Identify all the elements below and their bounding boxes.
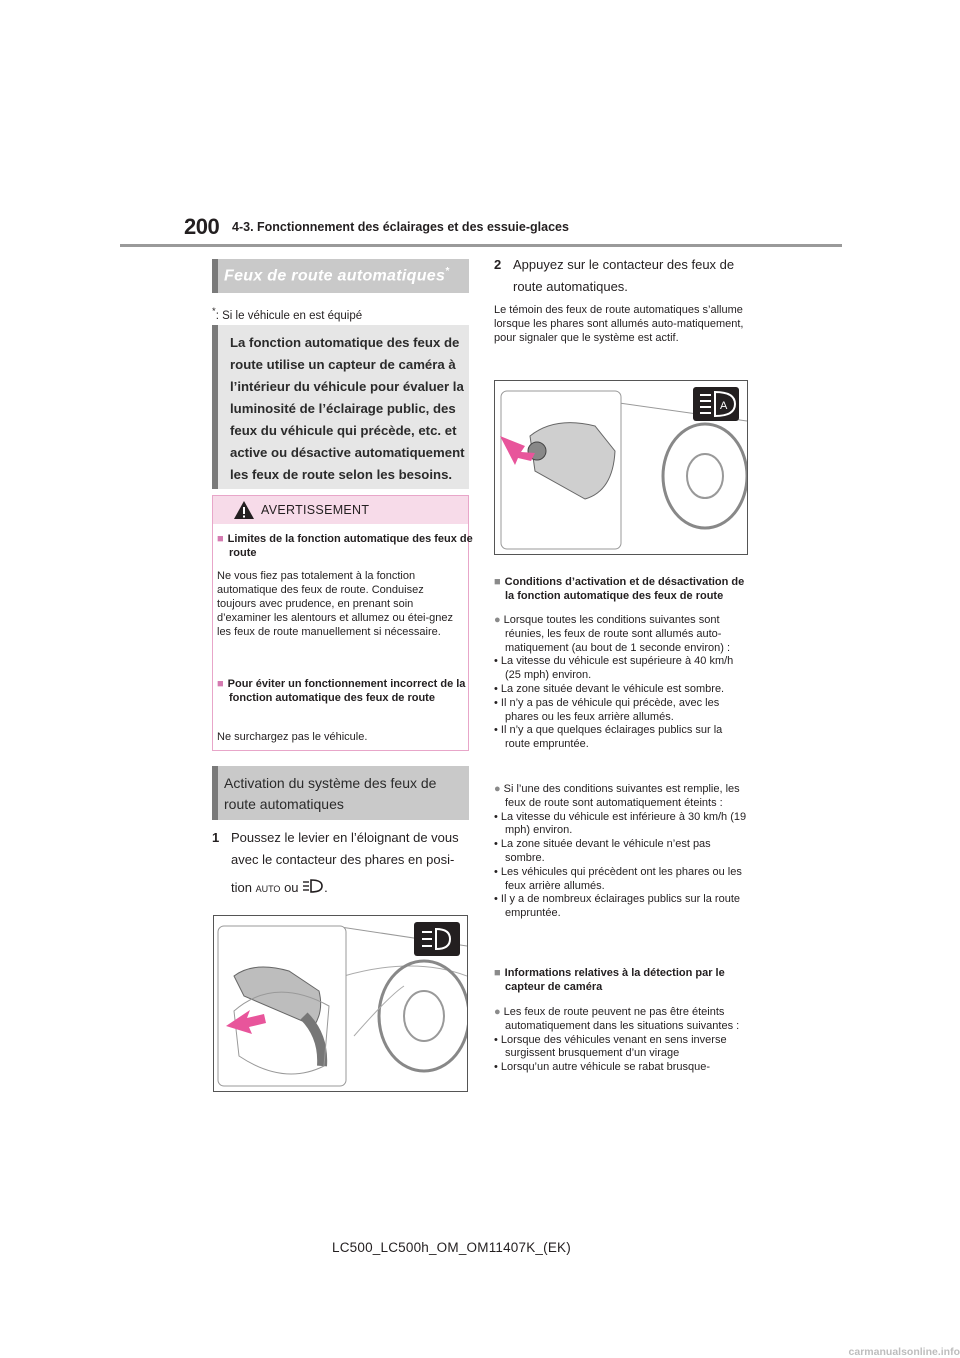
watermark: carmanualsonline.info (848, 1346, 960, 1358)
step-number: 1 (212, 830, 220, 845)
lever-illustration (213, 915, 468, 1092)
step-1-end: . (324, 880, 328, 895)
section-heading-text: Feux de route automatiques (224, 267, 446, 285)
square-bullet-icon: ■ (217, 678, 224, 690)
conditions-heading (494, 576, 750, 604)
list-item: • La vitesse du véhicule est supérieure à 40 km/h (25 mph) environ. (494, 655, 734, 682)
list-item-text: Il n’y a pas de véhicule qui précède, avec les phares ou les feux arrière allumés. (500, 696, 720, 723)
list-item: • La zone située devant le véhicule est sombre. (494, 682, 725, 695)
section-heading-text: Activation du système des feux de route automatiques (224, 775, 437, 812)
step-number: 2 (494, 257, 502, 272)
list-item-text: La vitesse du véhicule est inférieure à 30 km/h (19 mph) environ. (500, 810, 747, 837)
headlight-icon (302, 878, 324, 894)
list-item-text: Les véhicules qui précèdent ont les phares ou les feux arrière allumés. (500, 865, 742, 892)
list-item: • La vitesse du véhicule est inférieure à 30 km/h (19 mph) environ. (494, 810, 747, 837)
heading-accent-bar (212, 259, 218, 293)
list-item-text: La zone située devant le véhicule est sombre. (500, 682, 725, 695)
footer-doc-code: LC500_LC500h_OM_OM11407K_(EK) (332, 1240, 571, 1255)
square-bullet-icon: ■ (217, 533, 224, 545)
conditions-off-block (494, 783, 750, 921)
asterisk-mark: * (445, 266, 450, 277)
list-item: • La zone située devant le véhicule n’est pas sombre. (494, 838, 711, 864)
warning-box (212, 495, 473, 751)
warning-triangle-icon (233, 500, 255, 520)
section-title: 4-3. Fonctionnement des éclairages et des essuie-glaces (232, 220, 569, 234)
header-rule (120, 244, 842, 247)
conditions-heading-text: Conditions d’activation et de désactivation de la fonction automatique des feux de route (504, 576, 745, 602)
list-item-text: Il n’y a que quelques éclairages publics sur la route empruntée. (500, 724, 723, 751)
step-2-text: Appuyez sur le contacteur des feux de route automatiques. (513, 257, 735, 294)
list-item: • Il n’y a que quelques éclairages publics sur la route empruntée. (494, 724, 723, 751)
step-1-tail-prefix: tion (231, 880, 252, 895)
step-2 (494, 254, 754, 298)
conditions-on-intro (494, 614, 750, 655)
list-item: • Il n’y a pas de véhicule qui précède, avec les phares ou les feux arrière allumés. (494, 696, 720, 723)
footnote (212, 306, 362, 322)
round-bullet-icon: ● (494, 1006, 501, 1018)
warning-header (213, 496, 468, 524)
list-item-text: Il y a de nombreux éclairages publics sur la route empruntée. (500, 893, 740, 920)
step-1-text: Poussez le levier en l’éloignant de vous avec le contacteur des phares en posi- (231, 830, 459, 867)
warning-paragraph-2: Ne surchargez pas le véhicule. (217, 731, 368, 743)
step-1-tail (231, 877, 470, 900)
conditions-off-intro (494, 783, 750, 811)
camera-heading (494, 967, 750, 995)
section-heading-auto-high-beam (212, 259, 469, 293)
warning-title: AVERTISSEMENT (261, 503, 370, 517)
lever-push-illustration (214, 916, 467, 1091)
square-bullet-icon: ■ (494, 967, 501, 979)
section-heading-activation (212, 766, 469, 820)
heading-accent-bar (212, 766, 218, 820)
list-item-text: La vitesse du véhicule est supérieure à 40 km/h (25 mph) environ. (500, 655, 734, 682)
round-bullet-icon: ● (494, 614, 501, 626)
warning-heading-1 (217, 532, 476, 560)
warning-heading-2-text: Pour éviter un fonctionnement incorrect de la fonction automatique des feux de route (227, 678, 466, 704)
list-item: • Lorsque des véhicules venant en sens inverse surgissent brusquement d’un virage (494, 1033, 727, 1060)
warning-paragraph-1: Ne vous fiez pas totalement à la fonction automatique des feux de route. Conduisez toujours avec prudence, en prenant soin d’examiner les alentours et allumez ou étei-gnez les feux de route manuellement si nécessaire. (217, 570, 454, 638)
intro-text: La fonction automatique des feux de route utilise un capteur de caméra à l’intérieur du véhicule pour évaluer la luminosité de l’éclairage public, des feux du véhicule qui précède, etc. et active ou désactive automatiquement les feux de route selon les besoins. (230, 335, 465, 482)
conditions-on-block (494, 614, 750, 752)
list-item: • Lorsqu’un autre véhicule se rabat brusque- (494, 1061, 711, 1074)
warning-heading-1-text: Limites de la fonction automatique des feux de route (227, 533, 473, 559)
camera-heading-text: Informations relatives à la détection par le capteur de caméra (504, 967, 725, 993)
footnote-text: : Si le véhicule en est équipé (215, 309, 363, 322)
warning-heading-2 (217, 677, 476, 705)
footnote-mark: * (212, 306, 216, 317)
page-number: 200 (184, 214, 220, 239)
list-item-text: Lorsqu’un autre véhicule se rabat brusque- (500, 1061, 711, 1074)
round-bullet-icon: ● (494, 783, 501, 795)
camera-intro (494, 1006, 750, 1034)
switch-illustration (494, 380, 748, 555)
list-item: • Les véhicules qui précèdent ont les phares ou les feux arrière allumés. (494, 865, 742, 892)
intro-accent-bar (212, 325, 218, 489)
step-1 (212, 827, 470, 900)
list-item-text: Lorsque des véhicules venant en sens inverse surgissent brusquement d’un virage (500, 1033, 727, 1060)
step-1-or: ou (284, 880, 299, 895)
conditions-on-intro-text: Lorsque toutes les conditions suivantes sont réunies, les feux de route sont allumés auto-matiquement (au bout de 1 seconde environ) : (503, 614, 731, 654)
switch-press-illustration (495, 381, 747, 554)
svg-text:A: A (720, 400, 728, 412)
indicator-note: Le témoin des feux de route automatiques s’allume lorsque les phares sont allumés auto-matiquement, pour signaler que le système est actif. (494, 304, 744, 344)
intro-box (212, 325, 469, 489)
camera-intro-text: Les feux de route peuvent ne pas être éteints automatiquement dans les situations suivantes : (503, 1006, 740, 1032)
camera-block (494, 1006, 750, 1075)
list-item: • Il y a de nombreux éclairages publics sur la route empruntée. (494, 893, 740, 920)
list-item-text: La zone située devant le véhicule n’est pas sombre. (500, 838, 711, 864)
conditions-off-intro-text: Si l’une des conditions suivantes est remplie, les feux de route sont automatiquement éteints : (503, 783, 740, 809)
square-bullet-icon: ■ (494, 576, 501, 588)
auto-switch-label: AUTO (255, 884, 281, 894)
